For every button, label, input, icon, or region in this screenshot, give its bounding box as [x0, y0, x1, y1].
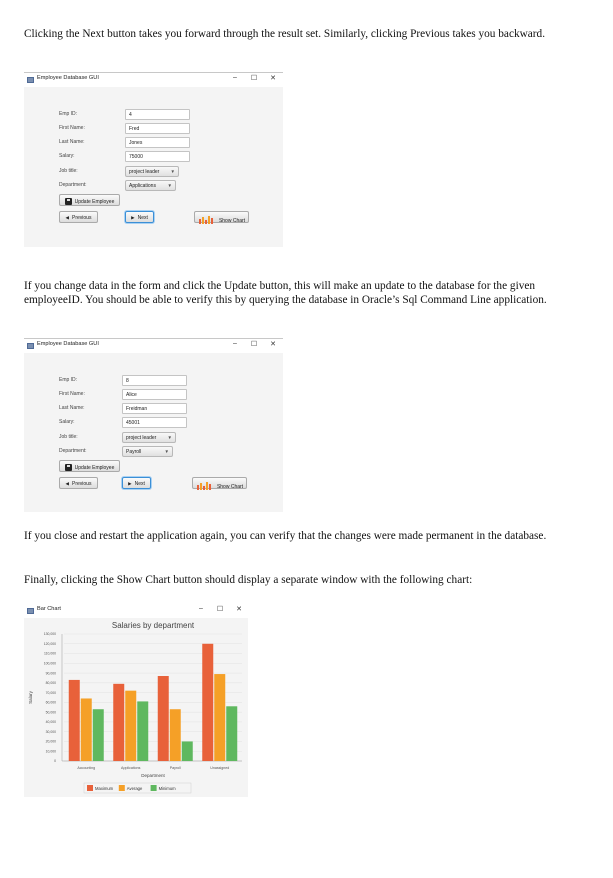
next-button[interactable] [122, 477, 151, 489]
show-chart-label: Show Chart [216, 484, 244, 490]
first-name-label: First Name: [59, 125, 85, 131]
y-axis-label: Salary [28, 691, 33, 704]
window-title: Employee Database GUI [37, 341, 99, 347]
show-chart-button[interactable] [192, 477, 247, 489]
bar-chart-window [24, 604, 248, 797]
last-name-field[interactable]: Jones [125, 137, 190, 148]
y-tick-label: 20,000 [45, 739, 56, 744]
bar [113, 684, 124, 761]
department-dropdown[interactable] [122, 446, 173, 457]
y-tick-label: 40,000 [45, 720, 56, 725]
first-name-label: First Name: [59, 391, 85, 397]
show-chart-label: Show Chart [218, 218, 246, 224]
legend-label: Maximum [95, 785, 114, 791]
last-name-label: Last Name: [59, 139, 85, 145]
x-tick-label: Accounting [77, 766, 96, 770]
last-name-field[interactable]: Freidman [122, 403, 187, 414]
previous-label: Previous [72, 481, 92, 487]
emp-id-label: Emp ID: [59, 377, 78, 383]
department-label: Department: [59, 448, 87, 454]
chevron-down-icon: ▼ [167, 183, 172, 188]
bar [202, 644, 213, 761]
maximize-icon[interactable]: ☐ [250, 341, 258, 348]
y-tick-label: 90,000 [45, 671, 56, 676]
bar [170, 709, 181, 761]
save-icon [65, 198, 72, 205]
department-value: Payroll [126, 449, 142, 455]
previous-button[interactable] [59, 211, 98, 223]
bar [69, 680, 80, 761]
window-title: Employee Database GUI [37, 75, 99, 81]
bar [182, 741, 193, 761]
show-chart-button[interactable] [194, 211, 249, 223]
minimize-icon[interactable]: – [233, 74, 237, 81]
chevron-down-icon: ▼ [164, 449, 169, 454]
minimize-icon[interactable]: – [199, 605, 203, 612]
maximize-icon[interactable]: ☐ [216, 606, 224, 613]
paragraph-update: If you change data in the form and click the Update button, this will make an update to the database for the given employeeID. You should be able to verify this by querying the database in Oracle’s Sql Command Line application. [24, 280, 547, 306]
previous-label: Previous [72, 215, 92, 221]
y-tick-label: 100,000 [43, 661, 56, 666]
save-icon [65, 464, 72, 471]
update-employee-label: Update Employee [74, 199, 115, 205]
next-label: Next [134, 481, 145, 487]
bar [125, 691, 136, 761]
employee-gui-window-1 [24, 72, 283, 247]
y-tick-label: 120,000 [43, 641, 56, 646]
y-tick-label: 10,000 [45, 749, 56, 754]
paragraph-restart: If you close and restart the application again, you can verify that the changes were made permanent in the database. [24, 530, 547, 542]
close-icon[interactable]: ✕ [270, 75, 276, 82]
chevron-down-icon: ▼ [167, 435, 172, 440]
next-label: Next [137, 215, 148, 221]
paragraph-next-previous: Clicking the Next button takes you forward through the result set. Similarly, clicking Previous takes you backward. [24, 28, 546, 40]
y-tick-label: 50,000 [45, 710, 56, 715]
y-tick-label: 110,000 [43, 651, 56, 656]
job-title-dropdown[interactable] [125, 166, 179, 177]
minimize-icon[interactable]: – [233, 340, 237, 347]
salary-field[interactable]: 75000 [125, 151, 190, 162]
triangle-right-icon: ▶ [131, 215, 135, 220]
maximize-icon[interactable]: ☐ [250, 75, 258, 82]
update-employee-label: Update Employee [74, 465, 115, 471]
legend-swatch [87, 785, 93, 791]
department-value: Applications [129, 183, 156, 189]
job-title-value: project leader [129, 169, 160, 175]
bar [81, 698, 92, 761]
app-icon [27, 608, 34, 614]
x-axis-label: Department [141, 773, 165, 778]
x-tick-label: Payroll [169, 766, 181, 770]
y-tick-label: 30,000 [45, 729, 56, 734]
close-icon[interactable]: ✕ [236, 606, 242, 613]
previous-button[interactable] [59, 477, 98, 489]
close-icon[interactable]: ✕ [270, 341, 276, 348]
triangle-left-icon: ◀ [65, 215, 69, 220]
window-titlebar [24, 604, 248, 618]
y-tick-label: 80,000 [45, 681, 56, 686]
app-icon [27, 343, 34, 349]
salary-label: Salary: [59, 153, 75, 159]
chart-icon [196, 481, 214, 490]
chevron-down-icon: ▼ [170, 169, 175, 174]
chart-icon [198, 215, 216, 224]
bar [214, 674, 225, 761]
job-title-dropdown[interactable] [122, 432, 176, 443]
triangle-left-icon: ◀ [65, 481, 69, 486]
department-dropdown[interactable] [125, 180, 176, 191]
y-tick-label: 0 [54, 759, 56, 764]
emp-id-label: Emp ID: [59, 111, 78, 117]
y-tick-label: 70,000 [45, 690, 56, 695]
paragraph-show-chart: Finally, clicking the Show Chart button should display a separate window with the following chart: [24, 574, 473, 586]
window-title: Bar Chart [37, 606, 61, 612]
chart-title: Salaries by department [111, 621, 195, 630]
emp-id-field[interactable]: 4 [125, 109, 190, 120]
employee-gui-window-2 [24, 338, 283, 512]
next-button[interactable] [125, 211, 154, 223]
window-titlebar [24, 339, 283, 353]
bar [93, 709, 104, 761]
first-name-field[interactable]: Fred [125, 123, 190, 134]
window-titlebar [24, 73, 283, 87]
legend-label: Minimum [158, 785, 176, 791]
y-tick-label: 130,000 [43, 632, 56, 637]
legend-swatch [151, 785, 157, 791]
update-employee-button[interactable] [59, 194, 120, 206]
legend-swatch [119, 785, 125, 791]
legend-label: Average [126, 785, 143, 791]
x-tick-label: Applications [121, 766, 141, 770]
salary-field[interactable]: 45001 [122, 417, 187, 428]
app-icon [27, 77, 34, 83]
job-title-label: Job title: [59, 168, 78, 174]
department-label: Department: [59, 182, 87, 188]
update-employee-button[interactable] [59, 460, 120, 472]
x-tick-label: Unassigned [210, 766, 230, 770]
first-name-field[interactable]: Alice [122, 389, 187, 400]
bar [137, 701, 148, 761]
bar [226, 706, 237, 761]
bar [158, 676, 169, 761]
job-title-value: project leader [126, 435, 157, 441]
y-tick-label: 60,000 [45, 700, 56, 705]
salary-label: Salary: [59, 419, 75, 425]
emp-id-field[interactable]: 8 [122, 375, 187, 386]
triangle-right-icon: ▶ [128, 481, 132, 486]
bar-chart [24, 618, 248, 797]
job-title-label: Job title: [59, 434, 78, 440]
last-name-label: Last Name: [59, 405, 85, 411]
